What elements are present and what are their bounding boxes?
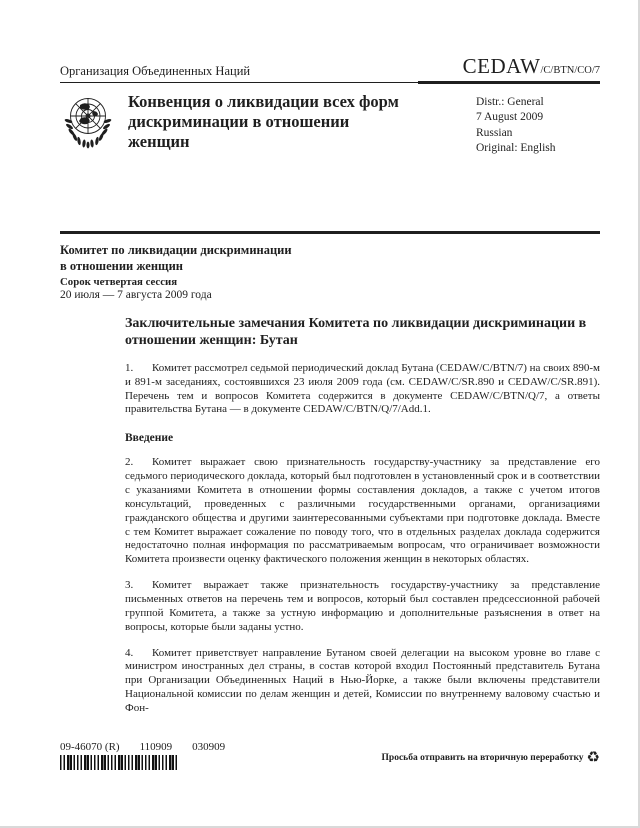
committee-name-line1: Комитет по ликвидации дискриминации [60, 242, 292, 257]
doc-symbol-suffix: /C/BTN/CO/7 [540, 65, 600, 76]
paragraph-2 [125, 456, 600, 567]
recycle-icon: ♻ [586, 748, 600, 766]
paragraph-1-text: Комитет рассмотрел седьмой периодический доклад Бутана (CEDAW/C/BTN/7) на своих 890-м и 891-м заседаниях, состоявшихся 23 июля 2009 года (см. CEDAW/C/SR.890 и CEDAW/C/SR.891). Перечень тем и вопросов Комитета содержится в документе CEDAW/C/BTN/Q/7, а ответы правительства Бутана — в документе CEDAW/C/BTN/Q/7/Add.1. [125, 361, 600, 416]
paragraph-1 [125, 362, 600, 417]
header-rule [60, 82, 600, 83]
paragraph-3-number: 3. [125, 579, 134, 592]
session-dates: 20 июля — 7 августа 2009 года [60, 288, 212, 301]
barcode [60, 755, 178, 770]
recycle-notice-line [382, 750, 600, 765]
print-date-2: 030909 [192, 741, 226, 753]
committee-name [60, 242, 360, 274]
paragraph-3-text: Комитет выражает также признательность государству-участнику за представление письменных ответов на перечень тем и вопросов, который был составлен предсессионной рабочей группой Комитета, а также за устную информацию и дополнительные разъяснения в ответ на вопросы, которые были заданы устно. [125, 579, 600, 633]
distr-line: Distr.: General [476, 96, 544, 108]
page-footer [60, 741, 600, 770]
header-top-row [60, 54, 600, 79]
page-content [60, 54, 600, 716]
committee-name-line2: в отношении женщин [60, 258, 183, 273]
distr-original: Original: English [476, 142, 556, 155]
un-org-name: Организация Объединенных Наций [60, 64, 251, 78]
recycle-notice-text: Просьба отправить на вторичную переработку [381, 752, 584, 763]
paragraph-2-number: 2. [125, 456, 134, 469]
document-title: Заключительные замечания Комитета по ликвидации дискриминации в отношении женщин: Бутан [125, 315, 587, 349]
paragraph-2-text: Комитет выражает свою признательность государству-участнику за представление его седьмого периодического доклада, который был подготовлен в установленный срок и в соответствии с указаниями Комитета в отношении формы составления докладов, а также с учетом итогов консультаций, проведенных с различными государственными органами, организациями гражданского общества и другими заинтересованными субъектами при подготовке доклада. Вместе с тем Комитет выражает сожаление по поводу того, что в отдельных разделах доклада содержится недостаточно полная информация по рассматриваемым вопросам, что ограничивает возможности Комитета произвести оценку фактического положения женщин в некоторых областях. [125, 456, 600, 566]
footer-left [60, 741, 225, 770]
doc-symbol [463, 54, 600, 79]
un-emblem-icon [60, 92, 116, 157]
document-body [125, 315, 600, 716]
paragraph-4-number: 4. [125, 646, 134, 659]
print-date-1: 110909 [139, 741, 173, 753]
distr-language: Russian [476, 126, 513, 139]
convention-title: Конвенция о ликвидации всех форм дискриминации в отношении женщин [128, 92, 399, 152]
paragraph-4 [125, 647, 600, 716]
masthead [60, 92, 600, 157]
section-rule [60, 231, 600, 234]
paragraph-4-text: Комитет приветствует направление Бутаном своей делегации на высоком уровне во главе с министром иностранных дел страны, в состав которой входил Постоянный представитель Бутана при Организации Объединенных Наций в Нью-Йорке, а также были включены представители Национальной комиссии по делам женщин и детей, Комиссии по внутреннему валовому счастью и Фон- [125, 646, 600, 715]
header-rule-thick-segment [418, 81, 600, 84]
job-number-line [60, 741, 225, 753]
paragraph-3 [125, 579, 600, 634]
distr-date: 7 August 2009 [476, 111, 544, 124]
session-name: Сорок четвертая сессия [60, 275, 178, 288]
committee-block [60, 242, 600, 301]
job-number: 09-46070 (R) [60, 741, 120, 753]
introduction-heading: Введение [125, 432, 174, 445]
distribution-block [476, 92, 600, 157]
paragraph-1-number: 1. [125, 361, 134, 374]
doc-symbol-main: CEDAW [462, 54, 541, 78]
